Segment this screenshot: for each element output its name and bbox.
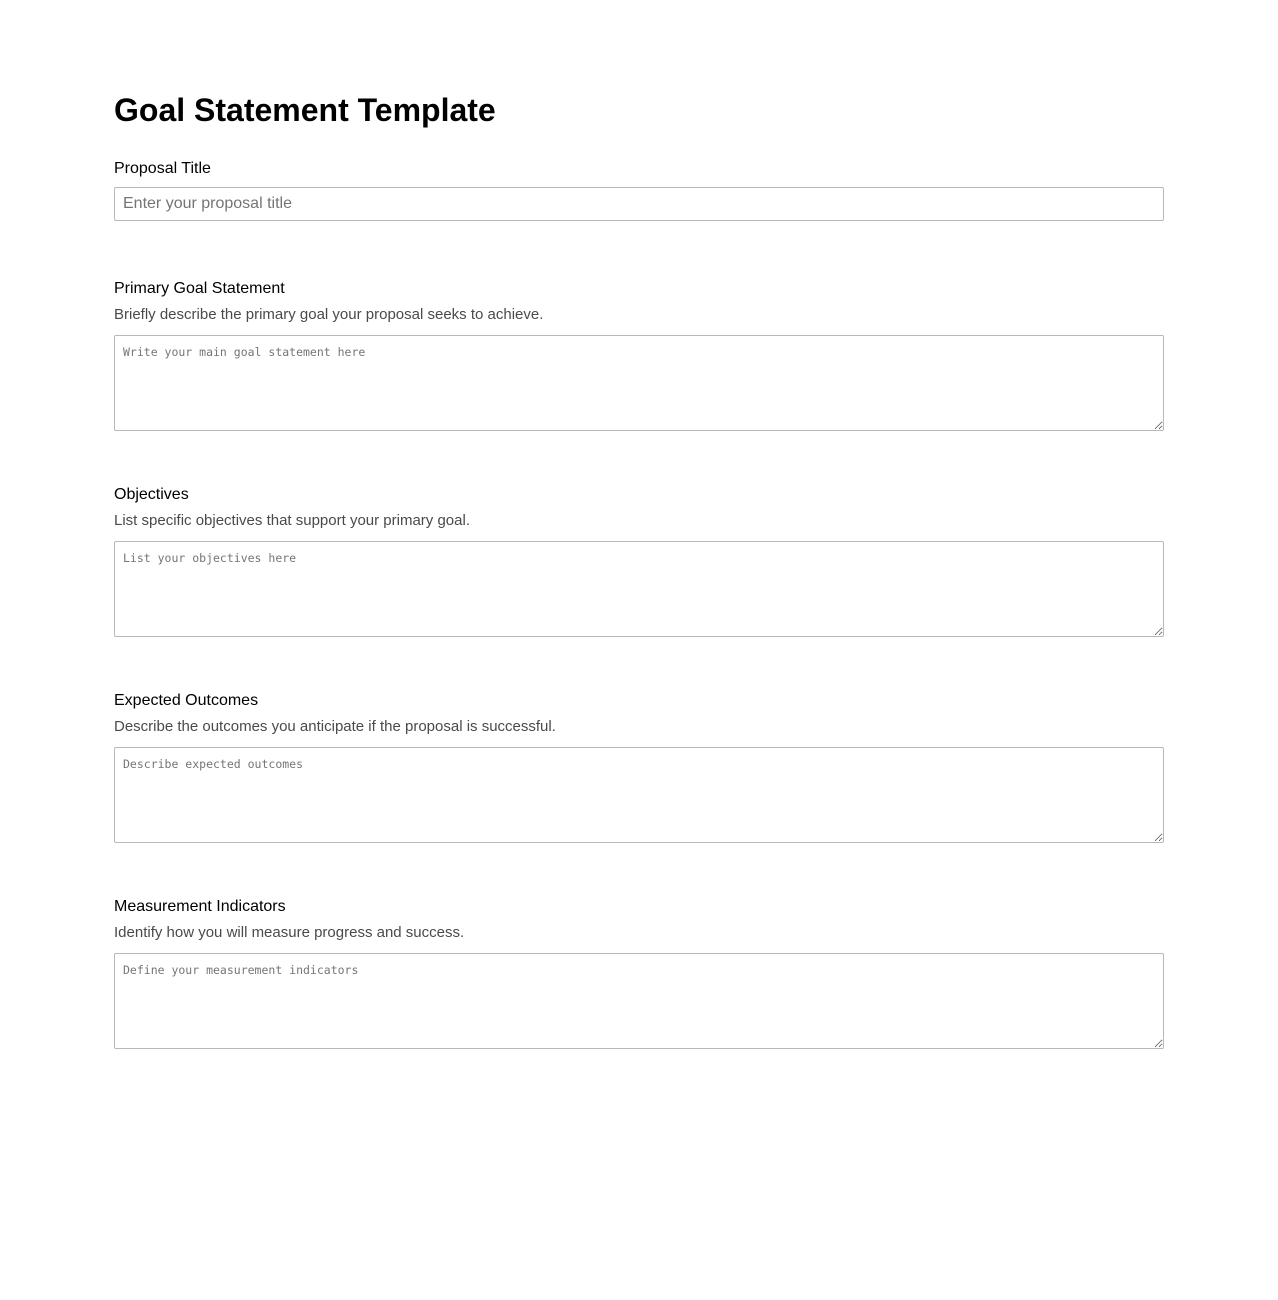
proposal-title-label: Proposal Title — [114, 160, 211, 177]
objectives-help: List specific objectives that support your primary goal. — [114, 512, 470, 529]
expected-outcomes-help: Describe the outcomes you anticipate if the proposal is successful. — [114, 718, 556, 735]
expected-outcomes-label: Expected Outcomes — [114, 692, 259, 709]
primary-goal-help: Briefly describe the primary goal your proposal seeks to achieve. — [114, 306, 544, 323]
objectives-label: Objectives — [114, 486, 189, 503]
measurement-indicators-label: Measurement Indicators — [114, 898, 286, 915]
proposal-title-input[interactable] — [114, 187, 1164, 221]
primary-goal-label: Primary Goal Statement — [114, 280, 285, 297]
measurement-indicators-textarea[interactable] — [114, 953, 1164, 1049]
page-title: Goal Statement Template — [114, 92, 496, 128]
primary-goal-textarea[interactable] — [114, 335, 1164, 431]
expected-outcomes-textarea[interactable] — [114, 747, 1164, 843]
objectives-textarea[interactable] — [114, 541, 1164, 637]
measurement-indicators-help: Identify how you will measure progress and success. — [114, 924, 465, 941]
